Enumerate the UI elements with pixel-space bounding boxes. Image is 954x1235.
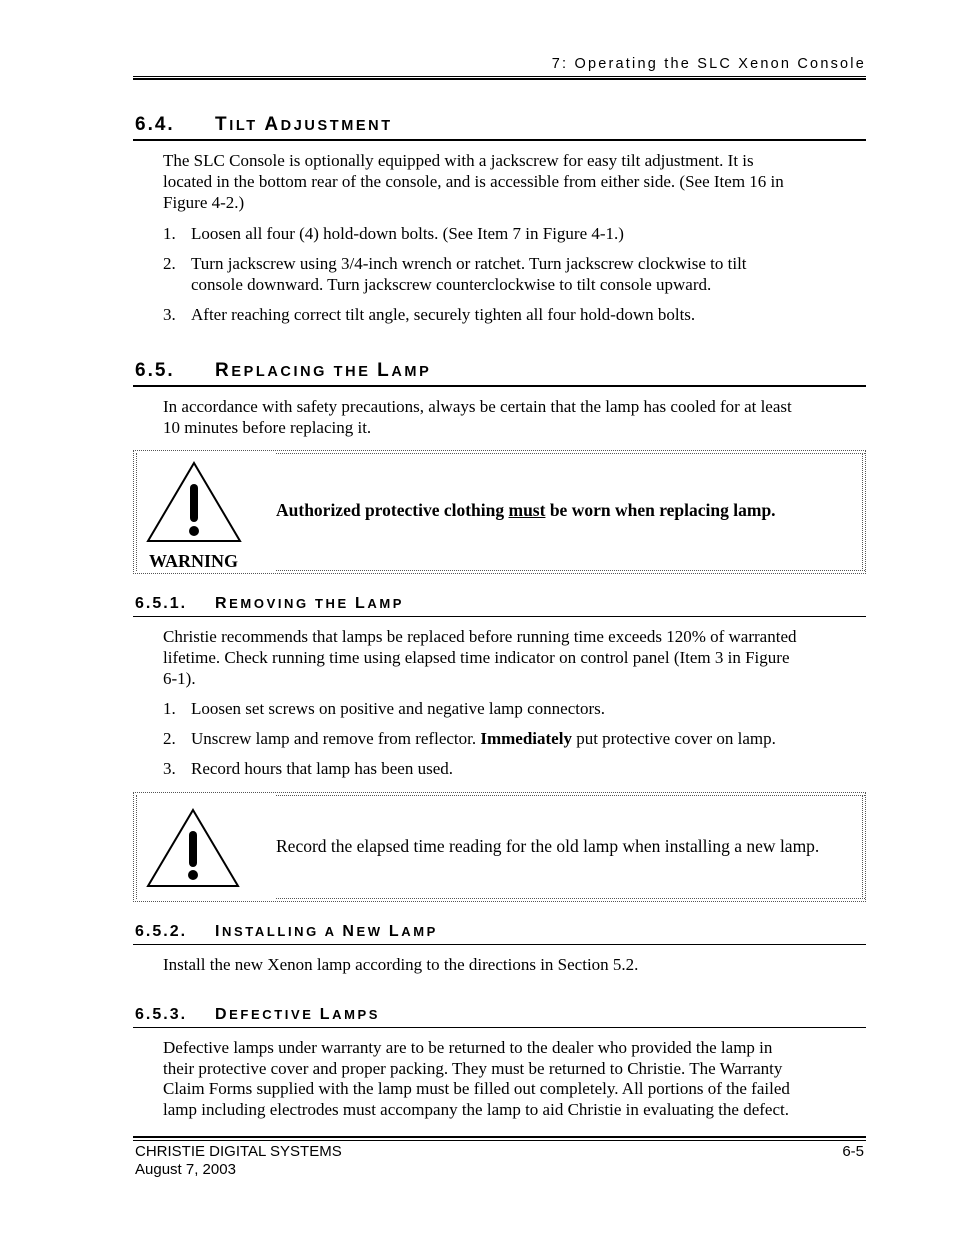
section-number: 6.5.2. [135, 923, 188, 940]
page-number: 6-5 [842, 1143, 864, 1160]
section-heading-6-5 [133, 359, 866, 387]
footer-company: CHRISTIE DIGITAL SYSTEMS [135, 1143, 342, 1160]
caution-text: Record the elapsed time reading for the old lamp when installing a new lamp. [276, 836, 820, 856]
installing-paragraph: Install the new Xenon lamp according to the directions in Section 5.2. [163, 955, 639, 974]
section-title: INSTALLING A NEW LAMP [215, 923, 438, 940]
list-item: 1. Loosen all four (4) hold-down bolts. (See Item 7 in Figure 4-1.) [163, 224, 624, 243]
section-title: TILT ADJUSTMENT [215, 114, 393, 135]
list-item: 3. Record hours that lamp has been used. [163, 759, 454, 778]
defective-lamps-paragraph: Defective lamps under warranty are to be returned to the dealer who provided the lamp in their protective cover and proper packing. They must be returned to Christie. The Warranty Claim Forms supplied with the lamp must be filled out completely. All portions of the failed lamp including electrodes must accompany the lamp to aid Christie in evaluating the defect. [163, 1038, 790, 1119]
section-title: REMOVING THE LAMP [215, 595, 405, 612]
warning-label: WARNING [149, 551, 239, 571]
section-number: 6.5. [135, 360, 175, 381]
removing-intro-paragraph: Christie recommends that lamps be replaced before running time exceeds 120% of warranted lifetime. Check running time using elapsed time indicator on control panel (Item 3 in Figure 6-1). [163, 627, 797, 688]
warning-box [133, 450, 866, 574]
footer-date: August 7, 2003 [135, 1161, 236, 1178]
footer-rule [133, 1140, 866, 1141]
list-item: 1. Loosen set screws on positive and negative lamp connectors. [163, 699, 606, 718]
lamp-intro-paragraph: In accordance with safety precautions, always be certain that the lamp has cooled for at least 10 minutes before replacing it. [163, 397, 792, 437]
section-number: 6.5.3. [135, 1006, 188, 1023]
footer-rule-thick [133, 1136, 866, 1138]
section-heading-6-5-2 [133, 922, 866, 945]
section-heading-6-4 [133, 113, 866, 141]
section-heading-6-5-3 [133, 1005, 866, 1028]
section-title: DEFECTIVE LAMPS [215, 1006, 381, 1023]
section-title: REPLACING THE LAMP [215, 360, 432, 381]
list-item: 3. After reaching correct tilt angle, securely tighten all four hold-down bolts. [163, 305, 696, 324]
tilt-intro-paragraph: The SLC Console is optionally equipped with a jackscrew for easy tilt adjustment. It is located in the bottom rear of the console, and is accessible from either side. (See Item 16 in Figure 4-2.) [163, 151, 784, 212]
running-header: 7: Operating the SLC Xenon Console [551, 56, 866, 72]
caution-box [133, 792, 866, 902]
header-rule [133, 76, 866, 77]
list-item: 2. Unscrew lamp and remove from reflector. Immediately put protective cover on lamp. [163, 729, 776, 748]
section-number: 6.5.1. [135, 595, 188, 612]
warning-triangle-icon [145, 460, 243, 544]
list-item: 2. Turn jackscrew using 3/4-inch wrench or ratchet. Turn jackscrew clockwise to tilt console downward. Turn jackscrew counterclockwise to tilt console upward. [163, 254, 747, 294]
section-heading-6-5-1 [133, 594, 866, 617]
caution-triangle-icon [145, 807, 241, 889]
warning-text: Authorized protective clothing must be worn when replacing lamp. [276, 500, 776, 520]
section-number: 6.4. [135, 114, 175, 135]
header-rule-thick [133, 78, 866, 80]
